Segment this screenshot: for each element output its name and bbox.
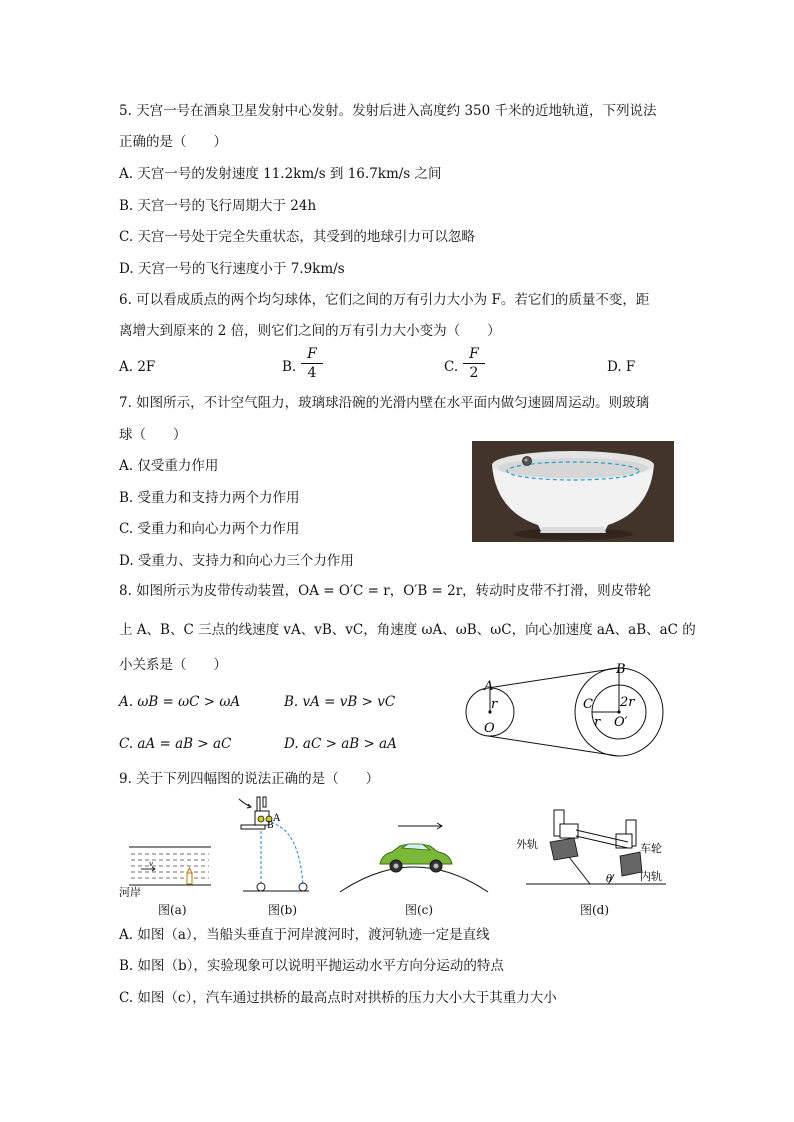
fig-a-river-diagram (119, 845, 211, 897)
label-point-b: B (616, 662, 626, 677)
fraction-bar (301, 363, 323, 364)
q8-stem-line2: 上 A、B、C 三点的线速度 vA、vB、vC，角速度 ωA、ωB、ωC，向心加速度 aA、aB、aC 的 (119, 622, 696, 638)
q6-option-a: A. 2F (119, 359, 156, 375)
fig-c-bridge-diagram (338, 820, 490, 898)
q8-stem-line1: 8. 如图所示为皮带传动装置，OA = O′C = r，O′B = 2r，转动时皮带不打滑，则皮带轮 (119, 583, 652, 599)
q5-stem-line2: 正确的是（ ） (119, 134, 227, 150)
label-point-a: A (484, 679, 494, 694)
q9-option-a: A. 如图（a），当船头垂直于河岸渡河时，渡河轨迹一定是直线 (119, 927, 490, 943)
label-ball-a: A (273, 813, 281, 824)
q6-option-b-fraction (301, 346, 323, 381)
q6-stem-line1: 6. 可以看成质点的两个均匀球体，它们之间的万有引力大小为 F。若它们的质量不变，距 (119, 292, 650, 308)
fig-d-banked-track-diagram (516, 800, 666, 888)
label-center-o-prime: O′ (614, 715, 628, 730)
fig-b-caption: 图(b) (268, 903, 298, 917)
q5-option-a: A. 天宫一号的发射速度 11.2km/s 到 16.7km/s 之间 (119, 166, 442, 182)
q6-c-denominator: 2 (469, 365, 479, 381)
q6-option-d: D. F (607, 359, 636, 375)
bowl-photo (472, 441, 674, 542)
q7-stem-line1: 7. 如图所示，不计空气阻力，玻璃球沿碗的光滑内壁在水平面内做匀速圆周运动。则玻璃 (119, 395, 650, 411)
q6-b-numerator: F (307, 346, 317, 362)
q6-stem-line2: 离增大到原来的 2 倍，则它们之间的万有引力大小变为（ ） (119, 323, 501, 339)
svg-text:v: v (149, 860, 153, 868)
q6-option-c-label: C. (444, 359, 459, 375)
label-point-c: C (583, 697, 593, 712)
label-r-small: r (491, 697, 498, 712)
q8-stem-line3: 小关系是（ ） (119, 657, 227, 673)
riverbank-label: 河岸 (119, 886, 141, 897)
label-r-inner: r (594, 715, 601, 730)
q6-b-denominator: 4 (307, 365, 317, 381)
q6-option-b-label: B. (282, 359, 297, 375)
q7-option-c: C. 受重力和向心力两个力作用 (119, 521, 300, 537)
fig-d-caption: 图(d) (580, 903, 610, 917)
outer-rail-label: 外轨 (516, 838, 538, 851)
q5-option-c: C. 天宫一号处于完全失重状态，其受到的地球引力可以忽略 (119, 229, 475, 245)
label-2r: 2r (620, 695, 635, 710)
q6-option-c-fraction (463, 346, 485, 381)
q9-stem-line1: 9. 关于下列四幅图的说法正确的是（ ） (119, 771, 380, 787)
q7-option-a: A. 仅受重力作用 (119, 458, 219, 474)
q9-option-c: C. 如图（c），汽车通过拱桥的最高点时对拱桥的压力大小大于其重力大小 (119, 990, 557, 1006)
q7-stem-line2: 球（ ） (119, 427, 187, 443)
q7-option-b: B. 受重力和支持力两个力作用 (119, 490, 300, 506)
q8-option-a: A. ωB = ωC > ωA (119, 694, 241, 710)
fraction-bar (463, 363, 485, 364)
q8-option-c: C. aA = aB > aC (119, 736, 232, 752)
q5-option-d: D. 天宫一号的飞行速度小于 7.9km/s (119, 261, 345, 277)
label-center-o: O (484, 721, 495, 736)
q8-option-d: D. aC > aB > aA (284, 736, 397, 752)
theta-label: θ (606, 874, 613, 885)
belt-pulley-diagram (462, 658, 680, 760)
wheel-label: 车轮 (640, 842, 662, 855)
fig-a-caption: 图(a) (158, 903, 187, 917)
inner-rail-label: 内轨 (640, 870, 662, 883)
fig-c-caption: 图(c) (405, 903, 434, 917)
label-ball-b: B (267, 821, 274, 831)
fig-b-projectile-diagram (233, 795, 313, 897)
q7-option-d: D. 受重力、支持力和向心力三个力作用 (119, 553, 354, 569)
q5-option-b: B. 天宫一号的飞行周期大于 24h (119, 198, 317, 214)
q9-option-b: B. 如图（b），实验现象可以说明平抛运动水平方向分运动的特点 (119, 958, 504, 974)
q8-option-b: B. vA = vB > vC (284, 694, 396, 710)
q5-stem-line1: 5. 天宫一号在酒泉卫星发射中心发射。发射后进入高度约 350 千米的近地轨道，下列说法 (119, 103, 657, 119)
q6-c-numerator: F (469, 346, 479, 362)
